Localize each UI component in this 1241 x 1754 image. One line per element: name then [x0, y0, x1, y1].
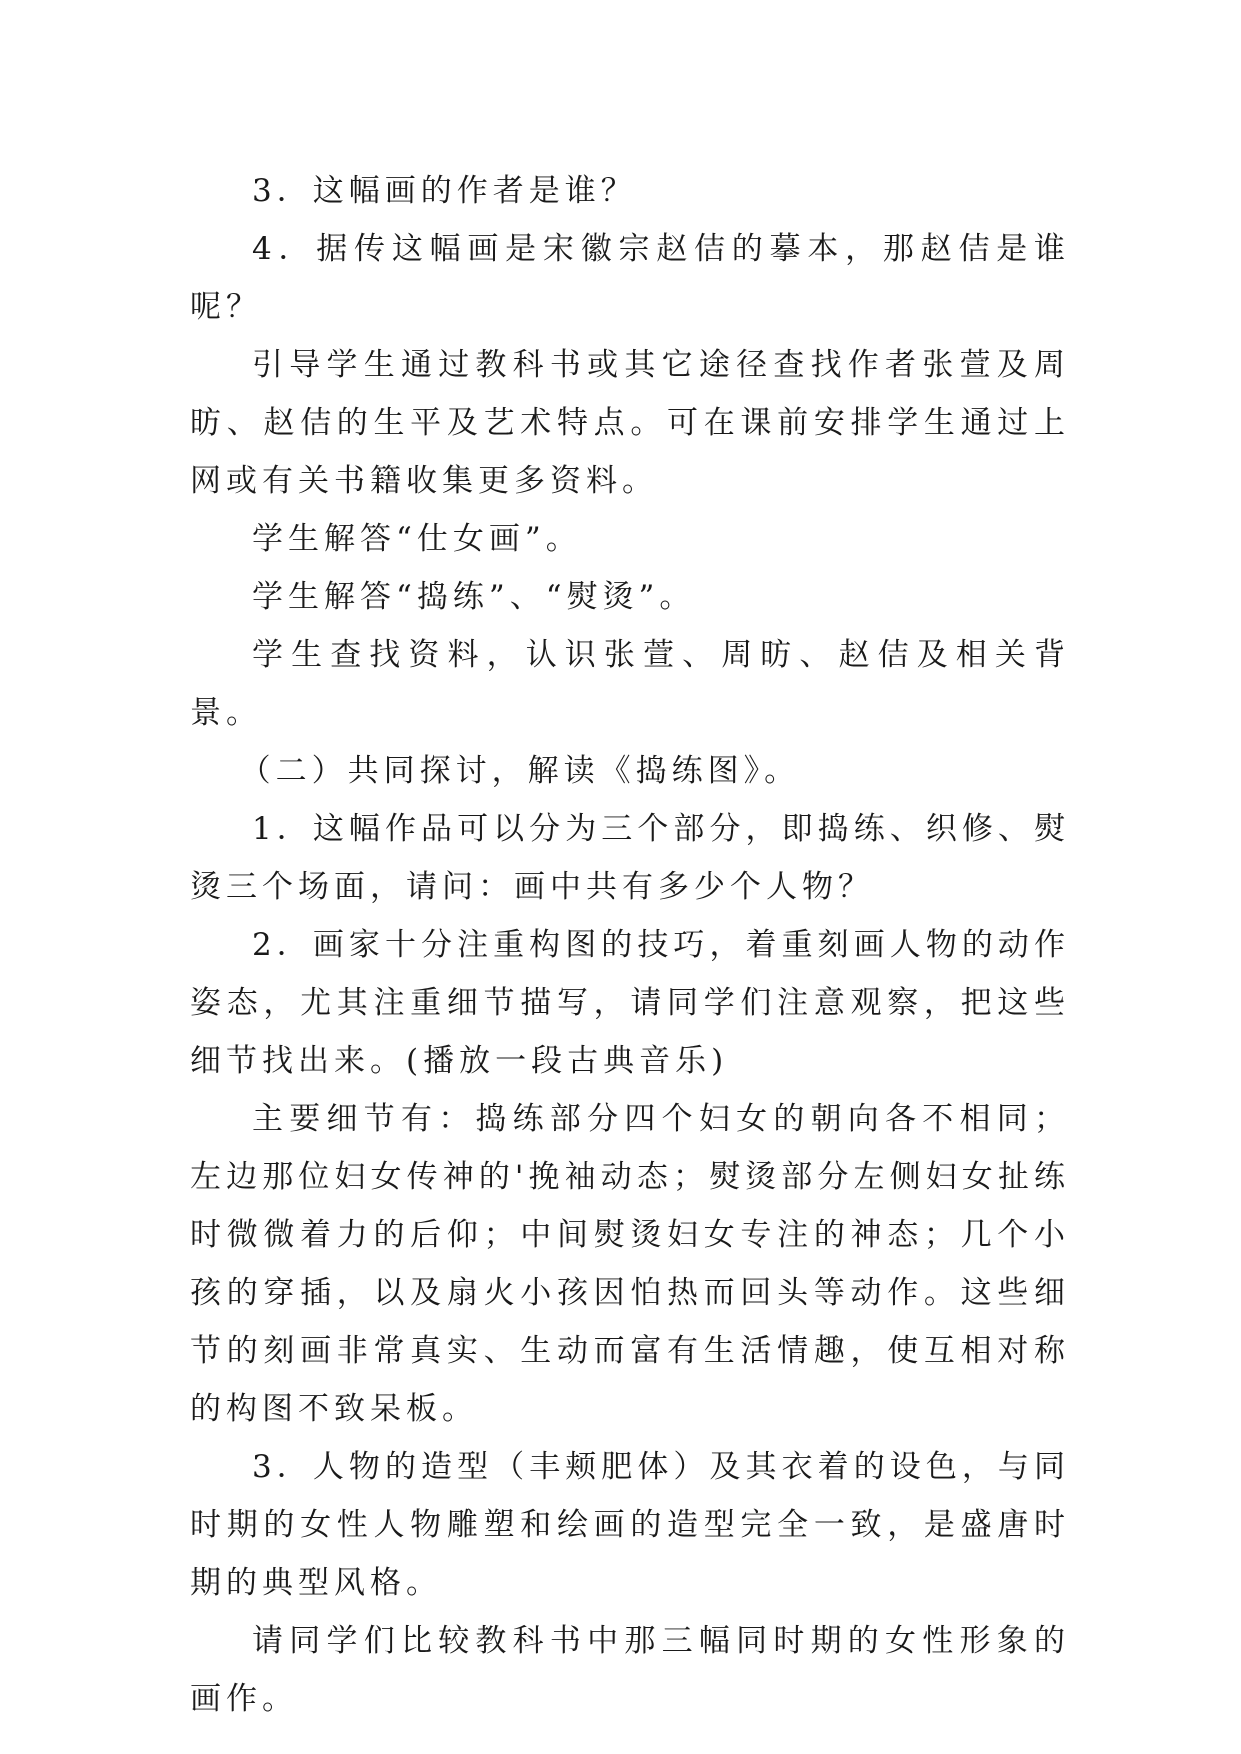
question-3: 3．这幅画的作者是谁？: [252, 173, 637, 209]
student-research: 学生查找资料，认识张萱、周昉、赵佶及相关背景。: [190, 637, 1070, 731]
student-answer-2: 学生解答“捣练”、“熨烫”。: [252, 579, 696, 615]
comparison-paragraph: 请同学们比较教科书中那三幅同时期的女性形象的画作。: [190, 1623, 1070, 1717]
student-answer-1: 学生解答“仕女画”。: [252, 521, 582, 557]
discussion-question-1: 1．这幅作品可以分为三个部分，即捣练、织修、熨烫三个场面，请问：画中共有多少个人物？: [190, 811, 1070, 905]
section-heading: （二）共同探讨，解读《捣练图》。: [239, 753, 801, 789]
document-body: [190, 162, 1070, 1728]
discussion-question-2: 2．画家十分注重构图的技巧，着重刻画人物的动作姿态，尤其注重细节描写，请同学们注意观察，把这些细节找出来。(播放一段古典音乐): [190, 927, 1070, 1079]
question-4: 4．据传这幅画是宋徽宗赵佶的摹本，那赵佶是谁呢？: [190, 231, 1070, 325]
details-paragraph: 主要细节有：捣练部分四个妇女的朝向各不相同；左边那位妇女传神的'挽袖动态；熨烫部分左侧妇女扯练时微微着力的后仰；中间熨烫妇女专注的神态；几个小孩的穿插，以及扇火小孩因怕热而回头等动作。这些细节的刻画非常真实、生动而富有生活情趣，使互相对称的构图不致呆板。: [190, 1101, 1070, 1427]
guidance-paragraph: 引导学生通过教科书或其它途径查找作者张萱及周昉、赵佶的生平及艺术特点。可在课前安排学生通过上网或有关书籍收集更多资料。: [190, 347, 1070, 499]
discussion-question-3: 3．人物的造型（丰颊肥体）及其衣着的设色，与同时期的女性人物雕塑和绘画的造型完全一致，是盛唐时期的典型风格。: [190, 1449, 1070, 1601]
